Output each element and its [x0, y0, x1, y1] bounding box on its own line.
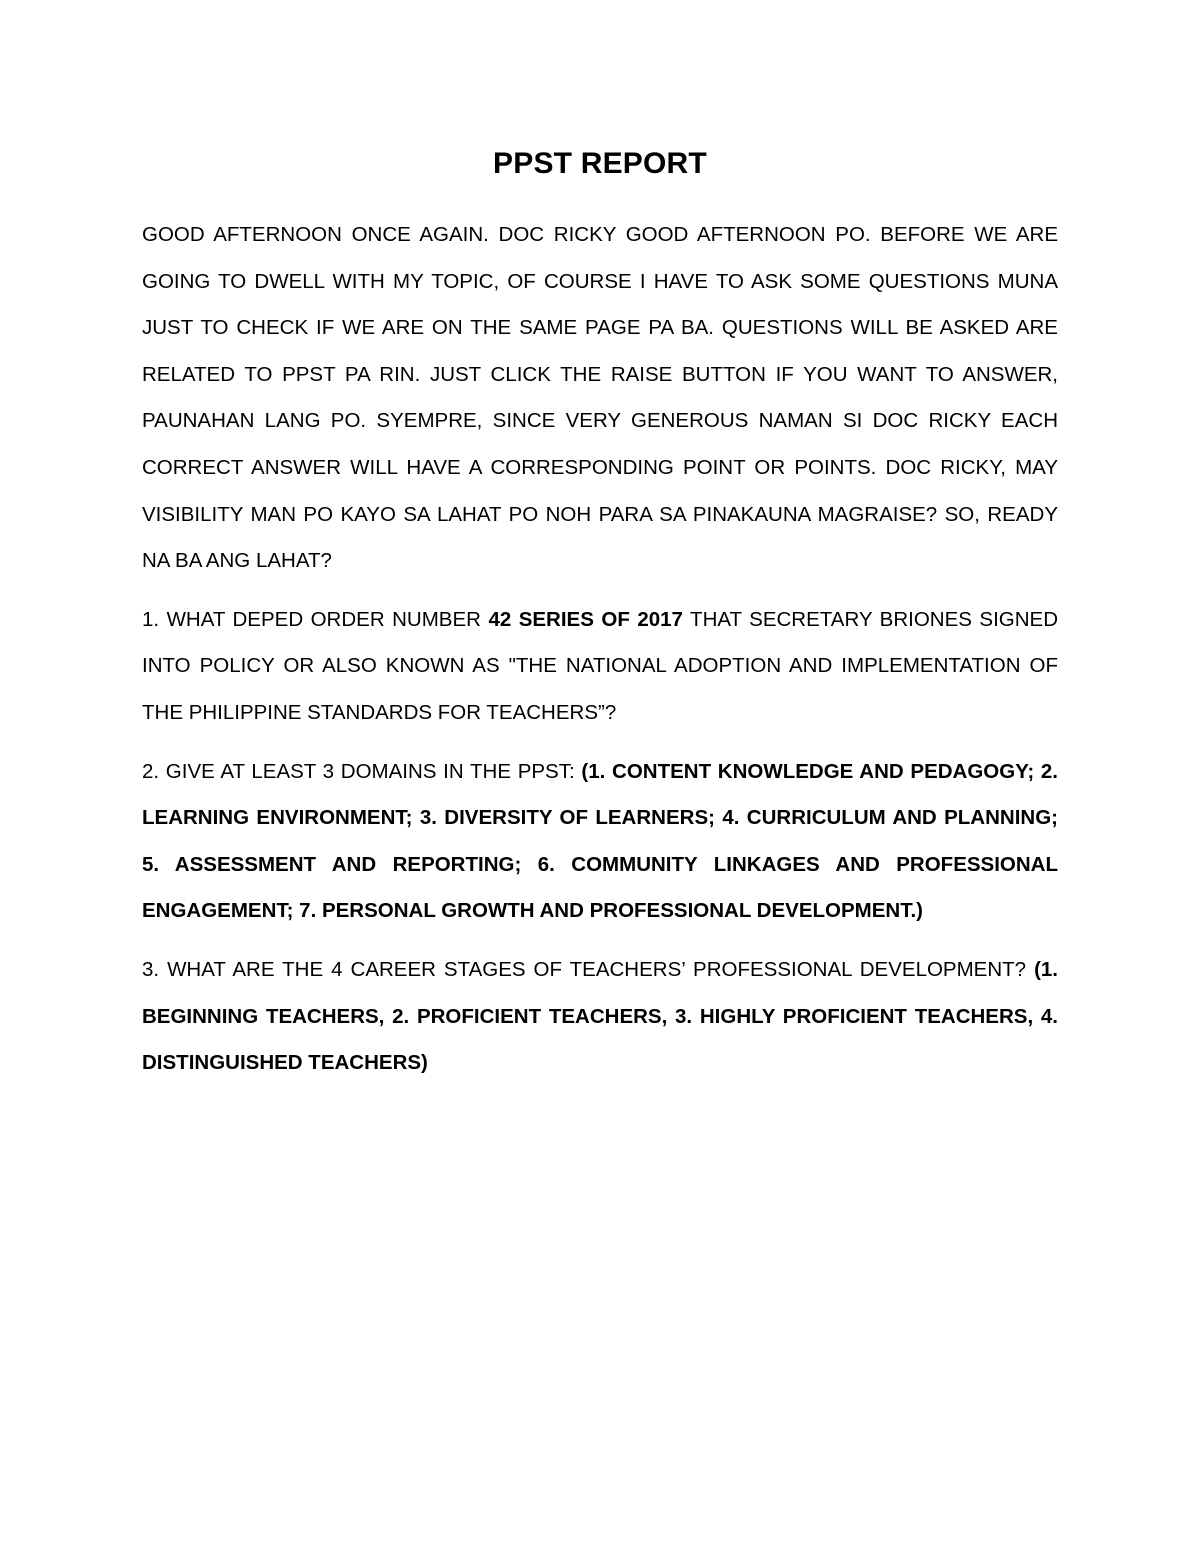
document-body — [142, 140, 1058, 1099]
question-1-answer: 42 SERIES OF 2017 — [488, 607, 683, 631]
intro-paragraph: GOOD AFTERNOON ONCE AGAIN. DOC RICKY GOOD AFTERNOON PO. BEFORE WE ARE GOING TO DWELL WITH MY TOPIC, OF COURSE I HAVE TO ASK SOME QUESTIONS MUNA JUST TO CHECK IF WE ARE ON THE SAME PAGE PA BA. QUESTIONS WILL BE ASKED ARE RELATED TO PPST PA RIN. JUST CLICK THE RAISE BUTTON IF YOU WANT TO ANSWER, PAUNAHAN LANG PO. SYEMPRE, SINCE VERY GENEROUS NAMAN SI DOC RICKY EACH CORRECT ANSWER WILL HAVE A CORRESPONDING POINT OR POINTS. DOC RICKY, MAY VISIBILITY MAN PO KAYO SA LAHAT PO NOH PARA SA PINAKAUNA MAGRAISE? SO, READY NA BA ANG LAHAT? — [142, 223, 1058, 573]
document-title: PPST REPORT — [493, 147, 707, 180]
question-2-answer: (1. CONTENT KNOWLEDGE AND PEDAGOGY; 2. LEARNING ENVIRONMENT; 3. DIVERSITY OF LEARNERS; 4. CURRICULUM AND PLANNING; 5. ASSESSMENT AND REPORTING; 6. COMMUNITY LINKAGES AND PROFESSIONAL ENGAGEMENT; 7. PERSONAL GROWTH AND PROFESSIONAL DEVELOPMENT.) — [142, 759, 1058, 923]
question-1-text: 1. WHAT DEPED ORDER NUMBER — [142, 607, 489, 631]
question-1 — [142, 597, 1058, 737]
question-3-answer: (1. BEGINNING TEACHERS, 2. PROFICIENT TEACHERS, 3. HIGHLY PROFICIENT TEACHERS, 4. DISTINGUISHED TEACHERS) — [142, 957, 1058, 1075]
question-2-text: 2. GIVE AT LEAST 3 DOMAINS IN THE PPST: — [142, 759, 582, 783]
question-3 — [142, 947, 1058, 1087]
question-1-text-end: THAT SECRETARY BRIONES SIGNED INTO POLICY OR ALSO KNOWN AS "THE NATIONAL ADOPTION AND IMPLEMENTATION OF THE PHILIPPINE STANDARDS FOR TEACHERS”? — [142, 607, 1059, 724]
question-2 — [142, 749, 1058, 935]
question-3-text: 3. WHAT ARE THE 4 CAREER STAGES OF TEACHERS’ PROFESSIONAL DEVELOPMENT? — [142, 957, 1035, 981]
